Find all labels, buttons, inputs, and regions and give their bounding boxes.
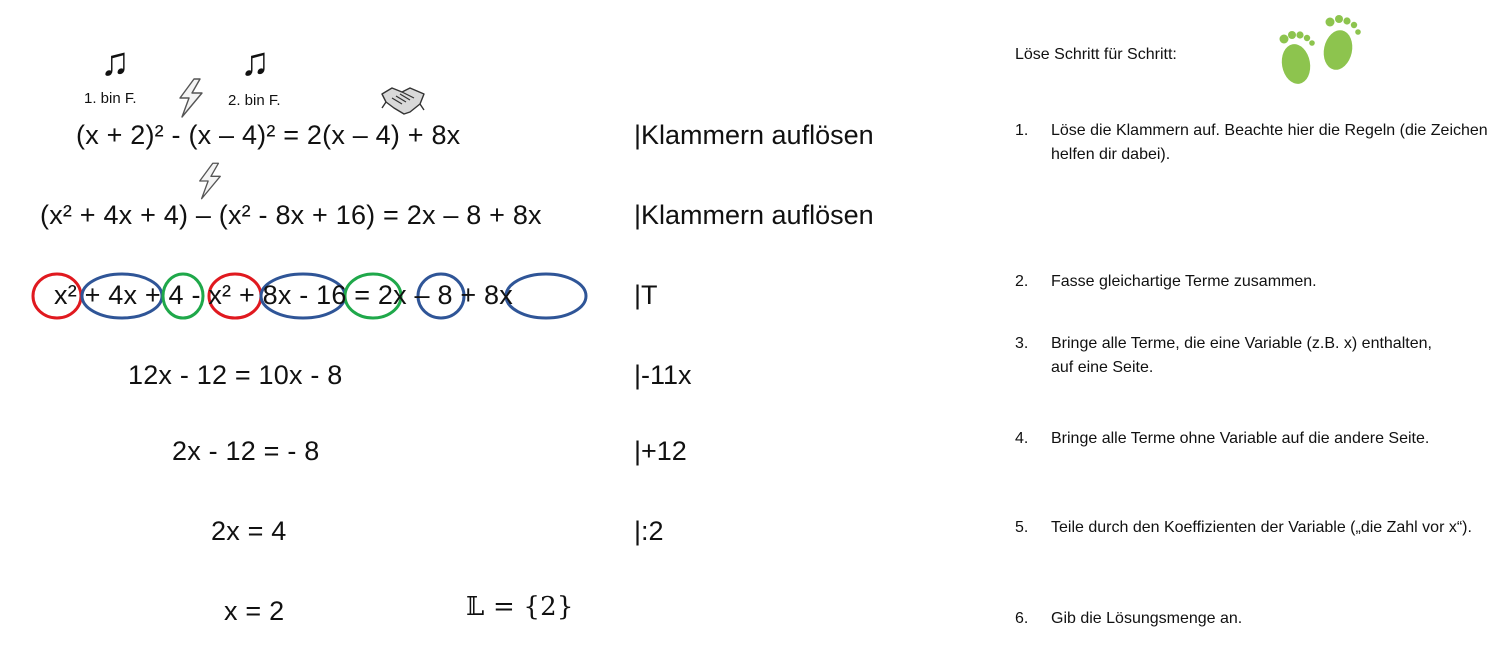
row-1-operation: |Klammern auflösen bbox=[634, 120, 874, 150]
equation-row-7: x = 2 bbox=[224, 596, 285, 626]
equation-row-6: 2x = 4 bbox=[211, 516, 287, 546]
step-number: 6. bbox=[1015, 610, 1029, 627]
row-6-operation: |:2 bbox=[634, 516, 664, 546]
footprints-icon bbox=[1270, 12, 1370, 86]
step-number: 4. bbox=[1015, 430, 1029, 447]
step-4 bbox=[1015, 427, 1485, 451]
step-number: 1. bbox=[1015, 122, 1029, 139]
step-text: Gib die Lösungsmenge an. bbox=[1051, 610, 1243, 627]
step-text: Bringe alle Terme, die eine Variable (z.B. x) enthalten, auf eine Seite. bbox=[1051, 335, 1432, 376]
row-5-operation: |+12 bbox=[634, 436, 687, 466]
row-3-operation: |T bbox=[634, 280, 658, 310]
step-text: Löse die Klammern auf. Beachte hier die Regeln (die Zeichen helfen dir dabei). bbox=[1051, 122, 1488, 163]
oval-x-term bbox=[506, 274, 586, 318]
step-3 bbox=[1015, 332, 1455, 380]
step-number: 2. bbox=[1015, 273, 1029, 290]
step-text: Bringe alle Terme ohne Variable auf die andere Seite. bbox=[1051, 430, 1430, 447]
step-number: 3. bbox=[1015, 335, 1029, 352]
binom-label-2: 2. bin F. bbox=[228, 92, 281, 109]
music-note-icon: ♫ bbox=[100, 40, 130, 84]
panel-heading: Löse Schritt für Schritt: bbox=[1015, 46, 1177, 63]
equation-row-1: (x + 2)² - (x – 4)² = 2(x – 4) + 8x bbox=[76, 120, 461, 150]
equation-row-4: 12x - 12 = 10x - 8 bbox=[128, 360, 343, 390]
solution-set: 𝕃 = {2} bbox=[466, 592, 574, 622]
binom-label-1: 1. bin F. bbox=[84, 90, 137, 107]
step-text: Teile durch den Koeffizienten der Variable („die Zahl vor x“). bbox=[1051, 519, 1472, 536]
equation-row-3: x² + 4x + 4 - x² + 8x - 16 = 2x – 8 + 8x bbox=[54, 280, 513, 310]
step-2 bbox=[1015, 270, 1495, 294]
step-1 bbox=[1015, 119, 1495, 167]
step-5 bbox=[1015, 516, 1499, 540]
step-text: Fasse gleichartige Terme zusammen. bbox=[1051, 273, 1317, 290]
row-4-operation: |-11x bbox=[634, 360, 692, 390]
step-number: 5. bbox=[1015, 519, 1029, 536]
music-note-icon: ♫ bbox=[240, 40, 270, 84]
row-2-operation: |Klammern auflösen bbox=[634, 200, 874, 230]
step-6 bbox=[1015, 607, 1495, 631]
equation-row-2: (x² + 4x + 4) – (x² - 8x + 16) = 2x – 8 + 8x bbox=[40, 200, 542, 230]
equation-row-5: 2x - 12 = - 8 bbox=[172, 436, 320, 466]
